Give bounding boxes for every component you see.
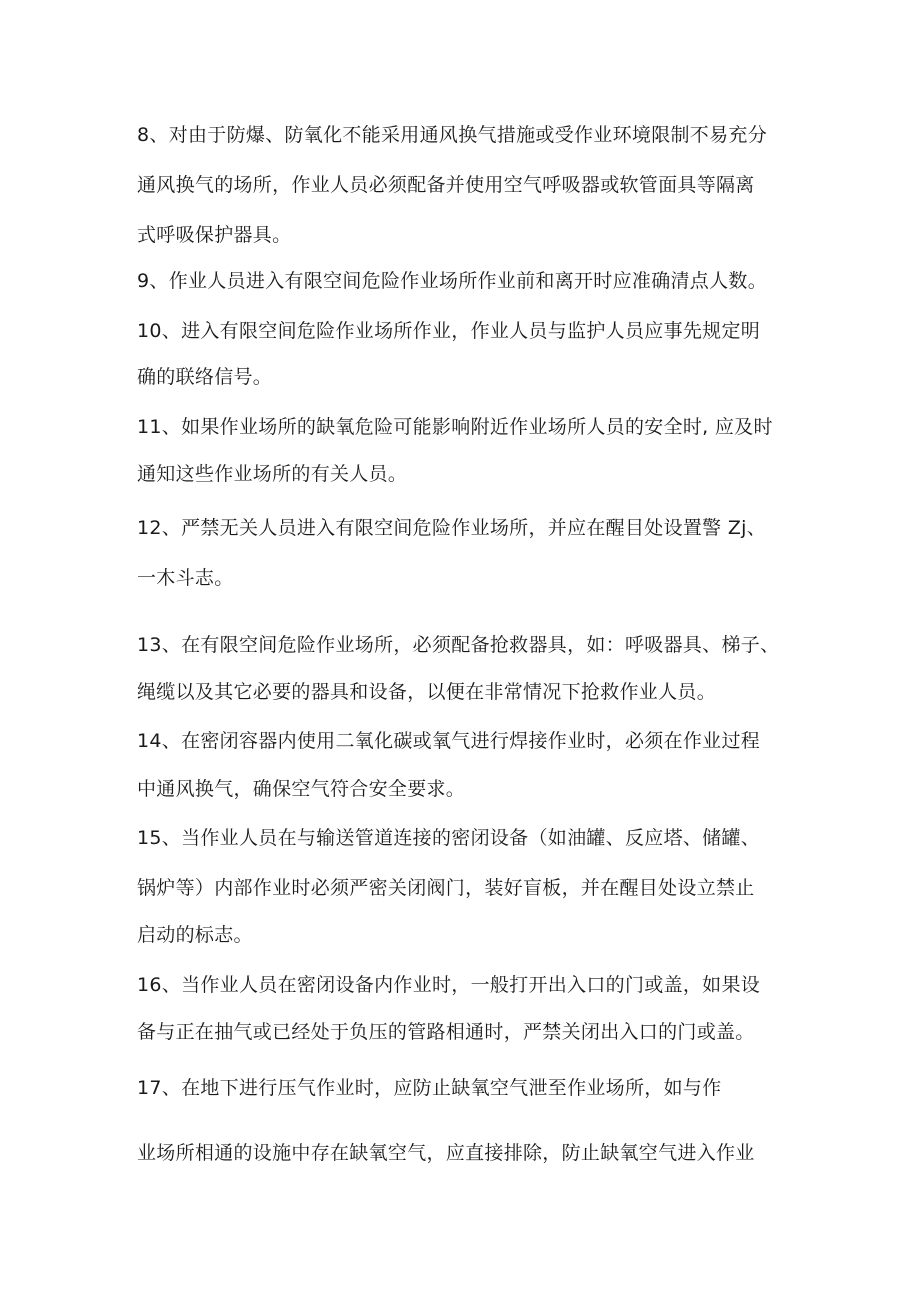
text-line: 11、如果作业场所的缺氧危险可能影响附近作业场所人员的安全时, 应及时 [137,416,773,438]
text-line: 9、作业人员进入有限空间危险作业场所作业前和离开时应准确清点人数。 [137,270,767,292]
text-line: 业场所相通的设施中存在缺氧空气，应直接排除，防止缺氧空气进入作业 [137,1142,755,1164]
text-line: 12、严禁无关人员进入有限空间危险作业场所，并应在醒目处设置警 Zj、 [137,517,767,539]
text-line: 确的联络信号。 [137,366,273,388]
text-line: 13、在有限空间危险作业场所，必须配备抢救器具，如：呼吸器具、梯子、 [137,634,780,656]
text-line: 备与正在抽气或已经处于负压的管路相通时，严禁关闭出入口的门或盖。 [137,1021,755,1043]
text-line: 15、当作业人员在与输送管道连接的密闭设备（如油罐、反应塔、储罐、 [137,827,761,849]
text-line: 10、进入有限空间危险作业场所作业，作业人员与监护人员应事先规定明 [137,320,761,342]
text-line: 16、当作业人员在密闭设备内作业时，一般打开出入口的门或盖，如果设 [137,974,761,996]
text-line: 中通风换气，确保空气符合安全要求。 [137,778,466,800]
text-line: 启动的标志。 [137,924,253,946]
text-line: 式呼吸保护器具。 [137,224,292,246]
text-line: 17、在地下进行压气作业时，应防止缺氧空气泄至作业场所，如与作 [137,1077,722,1099]
text-line: 通风换气的场所，作业人员必须配备并使用空气呼吸器或软管面具等隔离 [137,174,755,196]
text-line: 14、在密闭容器内使用二氧化碳或氧气进行焊接作业时，必须在作业过程 [137,730,761,752]
text-line: 锅炉等）内部作业时必须严密关闭阀门，装好盲板，并在醒目处设立禁止 [137,877,755,899]
text-line: 8、对由于防爆、防氧化不能采用通风换气措施或受作业环境限制不易充分 [137,124,767,146]
text-line: 绳缆以及其它必要的器具和设备，以便在非常情况下抢救作业人员。 [137,681,717,703]
text-line: 通知这些作业场所的有关人员。 [137,463,408,485]
text-line: 一木斗志。 [137,567,234,589]
